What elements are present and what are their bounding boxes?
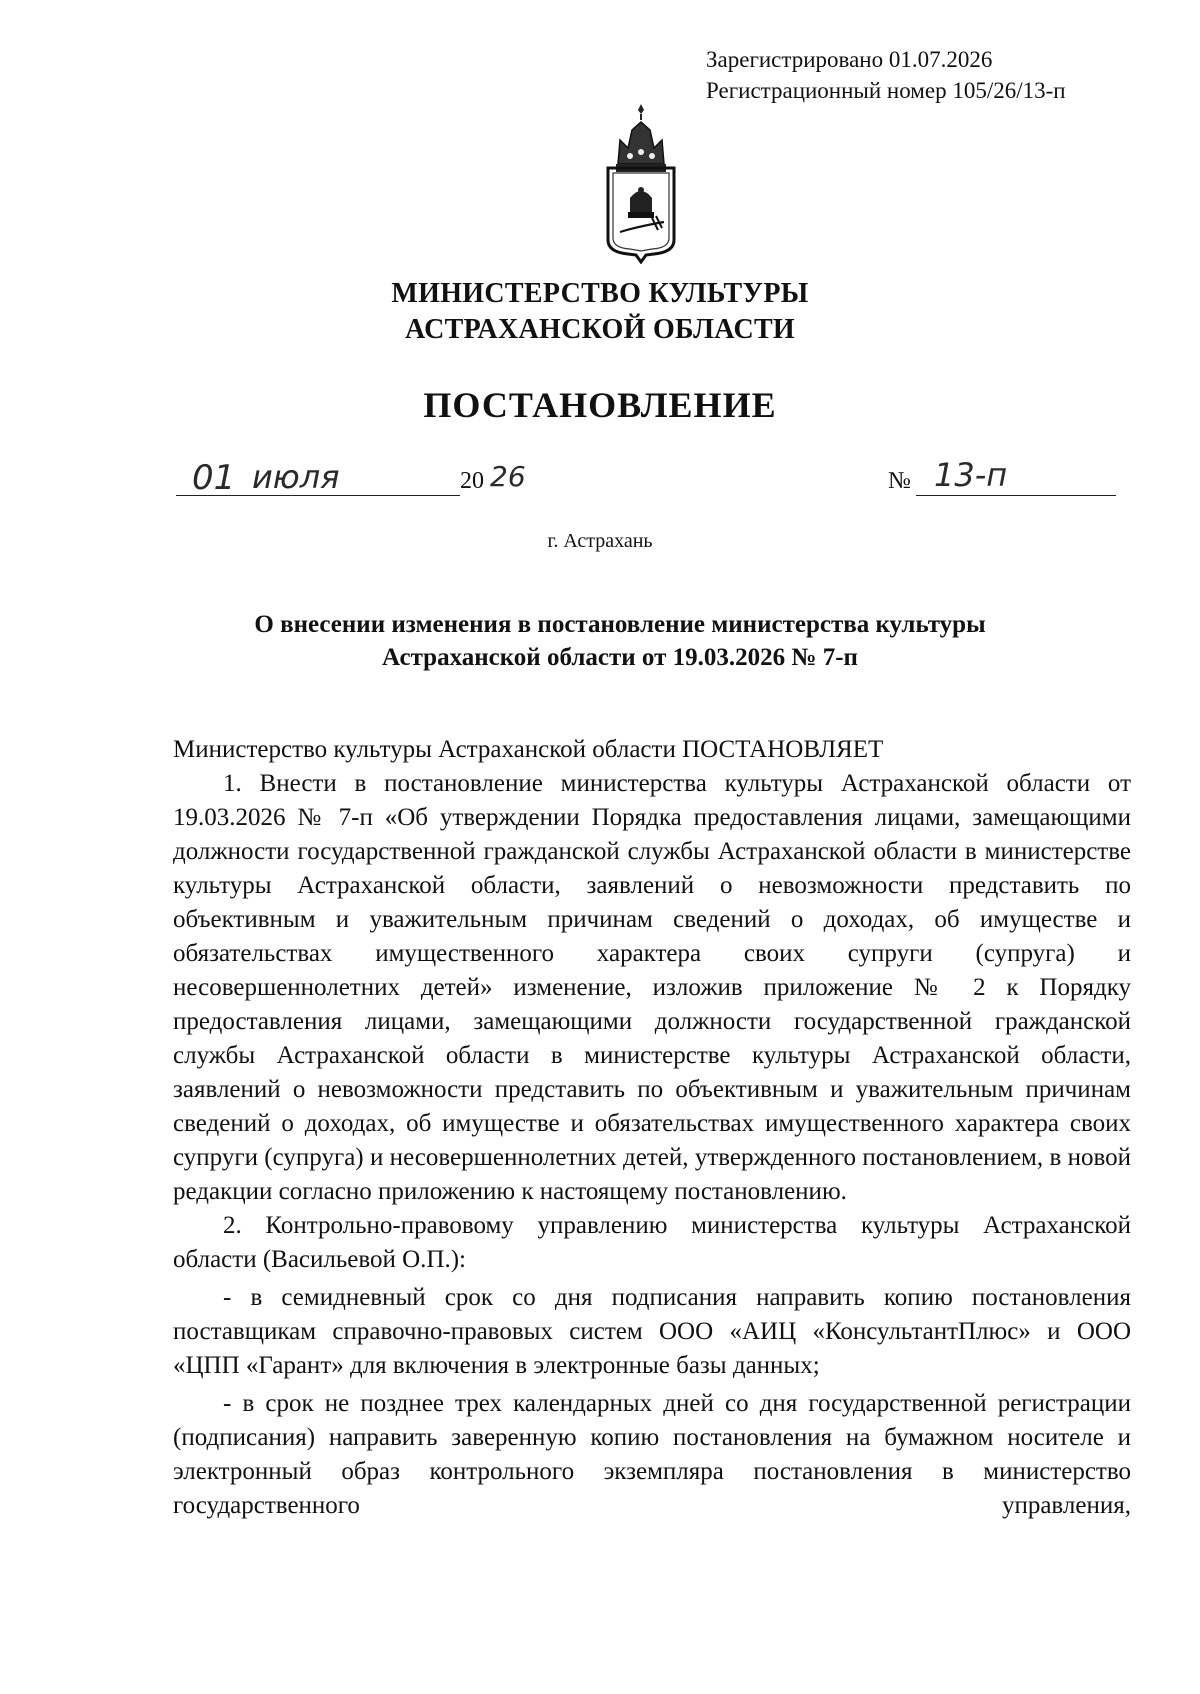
ministry-name: [0, 276, 1200, 348]
handwritten-year: 26: [490, 460, 526, 493]
handwritten-day: 01: [192, 458, 236, 498]
subject-line2: Астраханской области от 19.03.2026 № 7-п: [382, 644, 858, 671]
paragraph-item-2-dash-1: - в семидневный срок со дня подписания направить копию постановления поставщикам справочно-правовых систем ООО «АИЦ «КонсультантПлюс» и ООО «ЦПП «Гарант» для включения в электронные базы данных;: [173, 1284, 1131, 1379]
ministry-name-line1: МИНИСТЕРСТВО КУЛЬТУРЫ: [391, 278, 809, 309]
handwritten-number: 13-п: [934, 456, 1008, 494]
date-number-line: [176, 456, 1116, 506]
registration-date: Зарегистрировано 01.07.2026: [706, 47, 993, 72]
date-underline: [176, 495, 460, 496]
handwritten-month: июля: [252, 458, 340, 496]
number-label: №: [888, 468, 911, 494]
registration-number: Регистрационный номер 105/26/13-п: [706, 78, 1066, 103]
ministry-name-line2: АСТРАХАНСКОЙ ОБЛАСТИ: [404, 314, 796, 345]
document-type-title: ПОСТАНОВЛЕНИЕ: [423, 385, 777, 425]
city-name: г. Астрахань: [547, 530, 653, 552]
coat-of-arms-icon: [600, 100, 682, 264]
document-body: [173, 733, 1131, 1523]
paragraph-item-2: 2. Контрольно-правовому управлению министерства культуры Астраханской области (Васильевой О.П.):: [173, 1212, 1131, 1273]
registration-stamp: [706, 44, 1066, 106]
paragraph-item-1: 1. Внести в постановление министерства культуры Астраханской области от 19.03.2026 № 7-п «Об утверждении Порядка предоставления лицами, замещающими должности государственной гражданской службы Астраханской области в министерстве культуры Астраханской области, заявлений о невозможности представить по объективным и уважительным причинам сведений о доходах, об имуществе и обязательствах имущественного характера своих супруги (супруга) и несовершеннолетних детей» изменение, изложив приложение № 2 к Порядку предоставления лицами, замещающими должности государственной гражданской службы Астраханской области в министерстве культуры Астраханской области, заявлений о невозможности представить по объективным и уважительным причинам сведений о доходах, об имуществе и обязательствах имущественного характера своих супруги (супруга) и несовершеннолетних детей, утвержденного постановлением, в новой редакции согласно приложению к настоящему постановлению.: [173, 770, 1131, 1205]
subject-line1: О внесении изменения в постановление министерства культуры: [254, 611, 986, 638]
preamble: Министерство культуры Астраханской области ПОСТАНОВЛЯЕТ: [173, 736, 884, 763]
year-printed: 20: [460, 468, 484, 494]
paragraph-item-2-dash-2: - в срок не позднее трех календарных дней со дня государственной регистрации (подписания) направить заверенную копию постановления на бумажном носителе и электронный образ контрольного экземпляра постановления в министерство государственного управления,: [173, 1390, 1131, 1519]
number-underline: [916, 495, 1116, 496]
document-subject: [170, 608, 1070, 674]
